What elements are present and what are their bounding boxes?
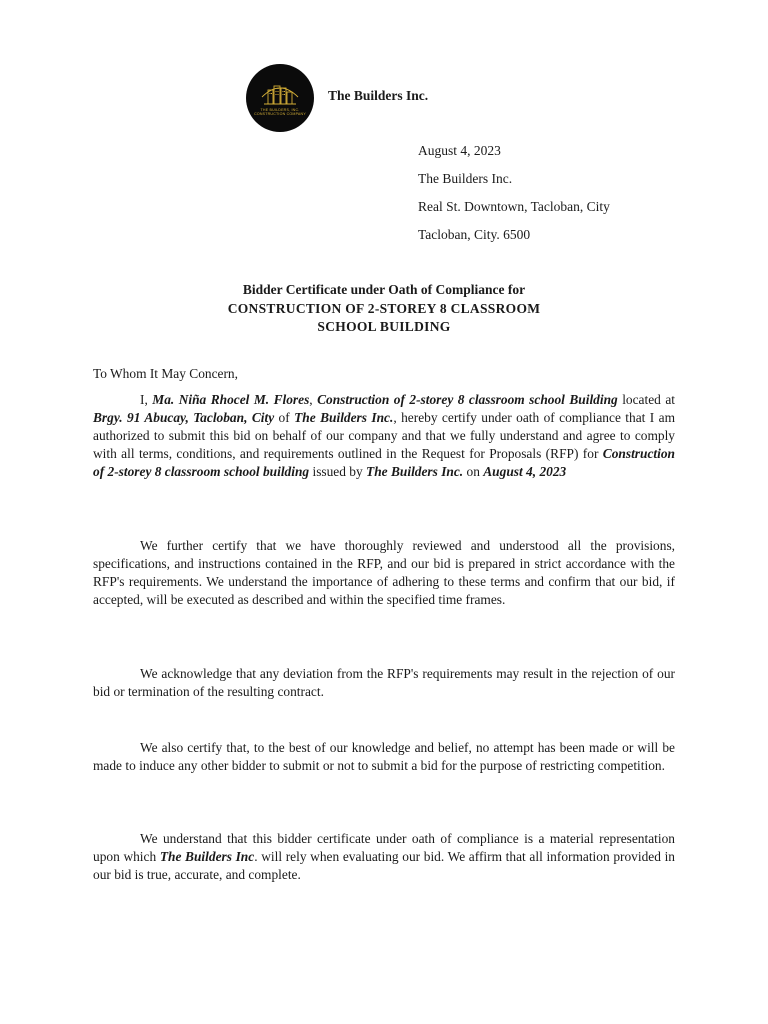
p5-text: . will rely when evaluating our bid. We affirm that all information provided in our bid is true, accurate, and complete. xyxy=(93,849,676,882)
company-logo xyxy=(246,64,314,132)
project-name: Construction of 2-storey 8 classroom school building xyxy=(93,446,675,479)
project-name: Construction of 2-storey 8 classroom school Building xyxy=(317,392,618,407)
letter-date: August 4, 2023 xyxy=(418,143,501,158)
paragraph-representation xyxy=(93,830,675,884)
issue-date: August 4, 2023 xyxy=(483,464,567,479)
p1-text: , hereby certify under oath of compliance that I am authorized to submit this bid on behalf of our company and that we fully understand and agree to comply with all terms, conditions, and requirements outlined in the Request for Proposals (RFP) for xyxy=(93,410,675,461)
company-name: The Builders Inc. xyxy=(294,410,394,425)
paragraph-deviation: We acknowledge that any deviation from the RFP's requirements may result in the rejection of our bid or termination of the resulting contract. xyxy=(93,666,675,699)
building-logo-icon xyxy=(246,64,314,132)
address-block xyxy=(418,142,610,254)
p1-text: I, xyxy=(140,392,153,407)
salutation: To Whom It May Concern, xyxy=(93,366,238,381)
p1-text: on xyxy=(463,464,484,479)
paragraph-certification xyxy=(93,391,675,481)
title-line-1: Bidder Certificate under Oath of Compliance for xyxy=(242,282,526,297)
address-line-2: Real St. Downtown, Tacloban, City xyxy=(418,199,610,214)
certifier-name: Ma. Niña Rhocel M. Flores xyxy=(152,392,310,407)
p1-text: located at xyxy=(617,392,675,407)
company-header-name: The Builders Inc. xyxy=(328,88,429,103)
address-line-1: The Builders Inc. xyxy=(418,171,513,186)
p1-text: , xyxy=(309,392,318,407)
p1-text: issued by xyxy=(309,464,367,479)
company-name: The Builders Inc. xyxy=(366,464,464,479)
logo-text-secondary: CONSTRUCTION COMPANY xyxy=(254,112,306,116)
project-location: Brgy. 91 Abucay, Tacloban, City xyxy=(93,410,275,425)
company-name: The Builders Inc xyxy=(159,849,255,864)
paragraph-competition: We also certify that, to the best of our knowledge and belief, no attempt has been made or will be made to induce any other bidder to submit or not to submit a bid for the purpose of restricting competition. xyxy=(93,740,675,773)
title-line-2: CONSTRUCTION OF 2-STOREY 8 CLASSROOM xyxy=(227,300,541,316)
title-line-3: SCHOOL BUILDING xyxy=(317,319,451,334)
document-title xyxy=(0,281,768,337)
paragraph-review: We further certify that we have thoroughly reviewed and understood all the provisions, specifications, and instructions contained in the RFP, and our bid is prepared in strict accordance with the RFP's requirements. We understand the importance of adhering to these terms and confirm that our bid, if accepted, will be executed as described and within the specified time frames. xyxy=(93,538,675,607)
p1-text: of xyxy=(274,410,295,425)
address-line-3: Tacloban, City. 6500 xyxy=(418,227,531,242)
p5-text: We understand that this bidder certificate under oath of compliance is a material representation upon which xyxy=(93,831,675,864)
logo-text-primary: THE BUILDERS, INC. xyxy=(260,108,300,112)
